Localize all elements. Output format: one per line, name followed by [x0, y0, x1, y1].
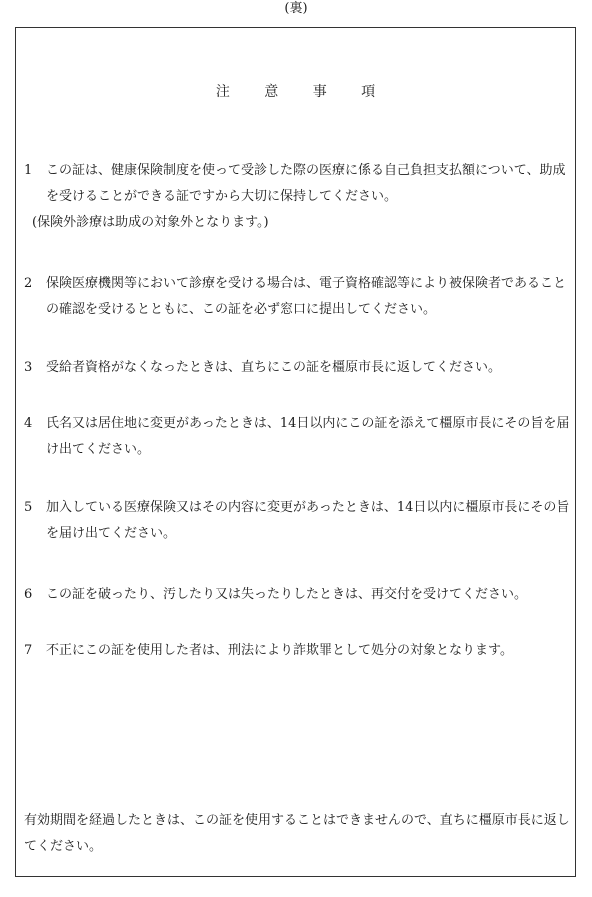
item-number: 1: [24, 163, 33, 178]
page-side-label: (裏): [284, 1, 308, 16]
validity-footer-note: 有効期間を経過したときは、この証を使用することはできませんので、直ちに橿原市長に返してください。: [24, 813, 570, 854]
notice-item-5: [24, 495, 579, 547]
item-number: 2: [24, 276, 33, 291]
notice-item-6: [24, 582, 579, 608]
item-text: 受給者資格がなくなったときは、直ちにこの証を橿原市長に返してください。: [46, 360, 502, 375]
notice-item-7: [24, 638, 579, 664]
item-note: (保険外診療は助成の対象外となります。): [32, 215, 269, 230]
item-text: この証を破ったり、汚したり又は失ったりしたときは、再交付を受けてください。: [46, 587, 528, 602]
notice-item-2: [24, 271, 579, 323]
notice-frame: [15, 27, 576, 877]
notice-item-1: [24, 158, 579, 236]
item-text: 氏名又は居住地に変更があったときは、14日以内にこの証を添えて橿原市長にその旨を届け出てください。: [46, 416, 570, 457]
item-number: 4: [24, 416, 33, 431]
item-text: 加入している医療保険又はその内容に変更があったときは、14日以内に橿原市長にその旨を届け出てください。: [46, 500, 570, 541]
item-number: 3: [24, 360, 33, 375]
item-text: この証は、健康保険制度を使って受診した際の医療に係る自己負担支払額について、助成を受けることができる証ですから大切に保持してください。: [46, 163, 566, 204]
item-text: 不正にこの証を使用した者は、刑法により詐欺罪として処分の対象となります。: [46, 643, 513, 658]
item-number: 5: [24, 500, 33, 515]
notice-item-3: [24, 355, 579, 381]
item-text: 保険医療機関等において診療を受ける場合は、電子資格確認等により被保険者であることの確認を受けるとともに、この証を必ず窓口に提出してください。: [46, 276, 567, 317]
item-number: 7: [24, 643, 33, 658]
item-number: 6: [24, 587, 33, 602]
notice-title: 注 意 事 項: [215, 84, 391, 100]
notice-item-4: [24, 411, 579, 463]
